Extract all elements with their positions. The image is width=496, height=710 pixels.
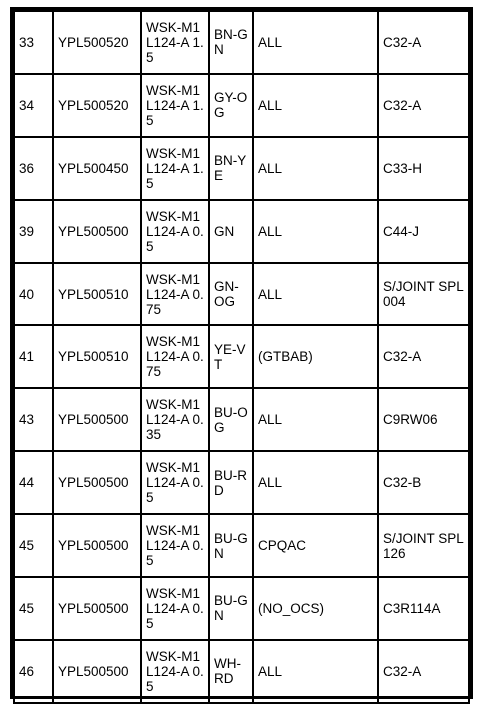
table-row bbox=[14, 514, 469, 577]
cell-circuit-number: 45 bbox=[14, 577, 53, 640]
cell-connector: C32-A bbox=[378, 74, 469, 137]
cell-part-number: YPL500510 bbox=[53, 325, 141, 388]
cell-option: ALL bbox=[253, 640, 378, 703]
cell-wire-spec: WSK-M1L124-A 0.75 bbox=[141, 325, 209, 388]
cell-wire-spec: WSK-M1L124-A 1.5 bbox=[141, 11, 209, 74]
cell-wire-spec: WSK-M1L124-A 0.5 bbox=[141, 640, 209, 703]
cell-wire-color: BN-YE bbox=[209, 137, 253, 200]
cell-option: (GTBAB) bbox=[253, 325, 378, 388]
cell-option: ALL bbox=[253, 388, 378, 451]
cell-circuit-number: 36 bbox=[14, 137, 53, 200]
cell-wire-color: BN-GN bbox=[209, 11, 253, 74]
cell-wire-color: WH-RD bbox=[209, 640, 253, 703]
cell-connector: C9RW06 bbox=[378, 388, 469, 451]
cell-circuit-number: 43 bbox=[14, 388, 53, 451]
cell-circuit-number: 46 bbox=[14, 640, 53, 703]
cell-part-number: YPL500500 bbox=[53, 451, 141, 514]
cell-connector: C32-A bbox=[378, 11, 469, 74]
cell-connector: C3R114A bbox=[378, 577, 469, 640]
cell-wire-spec: WSK-M1L124-A 1.5 bbox=[141, 137, 209, 200]
cell-wire-color: BU-RD bbox=[209, 451, 253, 514]
cell-circuit-number: 41 bbox=[14, 325, 53, 388]
cell-wire-color: YE-VT bbox=[209, 325, 253, 388]
cell-option: ALL bbox=[253, 263, 378, 326]
table-row bbox=[14, 74, 469, 137]
cell-option: ALL bbox=[253, 11, 378, 74]
cell-connector: S/JOINT SPL126 bbox=[378, 514, 469, 577]
cell-circuit-number: 34 bbox=[14, 74, 53, 137]
cell-wire-color: GN bbox=[209, 200, 253, 263]
table-row bbox=[14, 200, 469, 263]
cell-wire-color: BU-GN bbox=[209, 577, 253, 640]
table-row bbox=[14, 325, 469, 388]
cell-connector: C32-A bbox=[378, 640, 469, 703]
cell-option: ALL bbox=[253, 200, 378, 263]
cell-wire-color: BU-OG bbox=[209, 388, 253, 451]
cell-circuit-number: 40 bbox=[14, 263, 53, 326]
cell-part-number: YPL500520 bbox=[53, 74, 141, 137]
cell-part-number: YPL500520 bbox=[53, 11, 141, 74]
cell-wire-spec: WSK-M1L124-A 0.75 bbox=[141, 263, 209, 326]
cell-option: ALL bbox=[253, 451, 378, 514]
cell-wire-spec: WSK-M1L124-A 0.5 bbox=[141, 514, 209, 577]
cell-wire-spec: WSK-M1L124-A 0.35 bbox=[141, 388, 209, 451]
cell-option: ALL bbox=[253, 74, 378, 137]
table-row bbox=[14, 640, 469, 703]
table-row bbox=[14, 577, 469, 640]
cell-part-number: YPL500510 bbox=[53, 263, 141, 326]
cell-wire-spec: WSK-M1L124-A 0.5 bbox=[141, 200, 209, 263]
cell-circuit-number: 44 bbox=[14, 451, 53, 514]
cell-part-number: YPL500500 bbox=[53, 514, 141, 577]
table-row bbox=[14, 263, 469, 326]
cell-wire-color: BU-GN bbox=[209, 514, 253, 577]
cell-wire-color: GY-OG bbox=[209, 74, 253, 137]
cell-circuit-number: 45 bbox=[14, 514, 53, 577]
cell-part-number: YPL500500 bbox=[53, 640, 141, 703]
cell-option: ALL bbox=[253, 137, 378, 200]
cell-option: CPQAC bbox=[253, 514, 378, 577]
cell-part-number: YPL500500 bbox=[53, 388, 141, 451]
cell-wire-spec: WSK-M1L124-A 1.5 bbox=[141, 74, 209, 137]
wiring-table bbox=[10, 7, 473, 699]
cell-part-number: YPL500450 bbox=[53, 137, 141, 200]
table-row bbox=[14, 451, 469, 514]
cell-circuit-number: 33 bbox=[14, 11, 53, 74]
cell-circuit-number: 39 bbox=[14, 200, 53, 263]
table-row bbox=[14, 388, 469, 451]
table-row bbox=[14, 11, 469, 74]
cell-option: (NO_OCS) bbox=[253, 577, 378, 640]
cell-part-number: YPL500500 bbox=[53, 577, 141, 640]
cell-connector: C44-J bbox=[378, 200, 469, 263]
wiring-table-grid bbox=[13, 10, 470, 704]
cell-wire-spec: WSK-M1L124-A 0.5 bbox=[141, 451, 209, 514]
cell-part-number: YPL500500 bbox=[53, 200, 141, 263]
cell-connector: C33-H bbox=[378, 137, 469, 200]
cell-connector: C32-A bbox=[378, 325, 469, 388]
cell-wire-color: GN-OG bbox=[209, 263, 253, 326]
cell-connector: S/JOINT SPL004 bbox=[378, 263, 469, 326]
cell-connector: C32-B bbox=[378, 451, 469, 514]
table-row bbox=[14, 137, 469, 200]
cell-wire-spec: WSK-M1L124-A 0.5 bbox=[141, 577, 209, 640]
wiring-table-body bbox=[14, 11, 469, 703]
